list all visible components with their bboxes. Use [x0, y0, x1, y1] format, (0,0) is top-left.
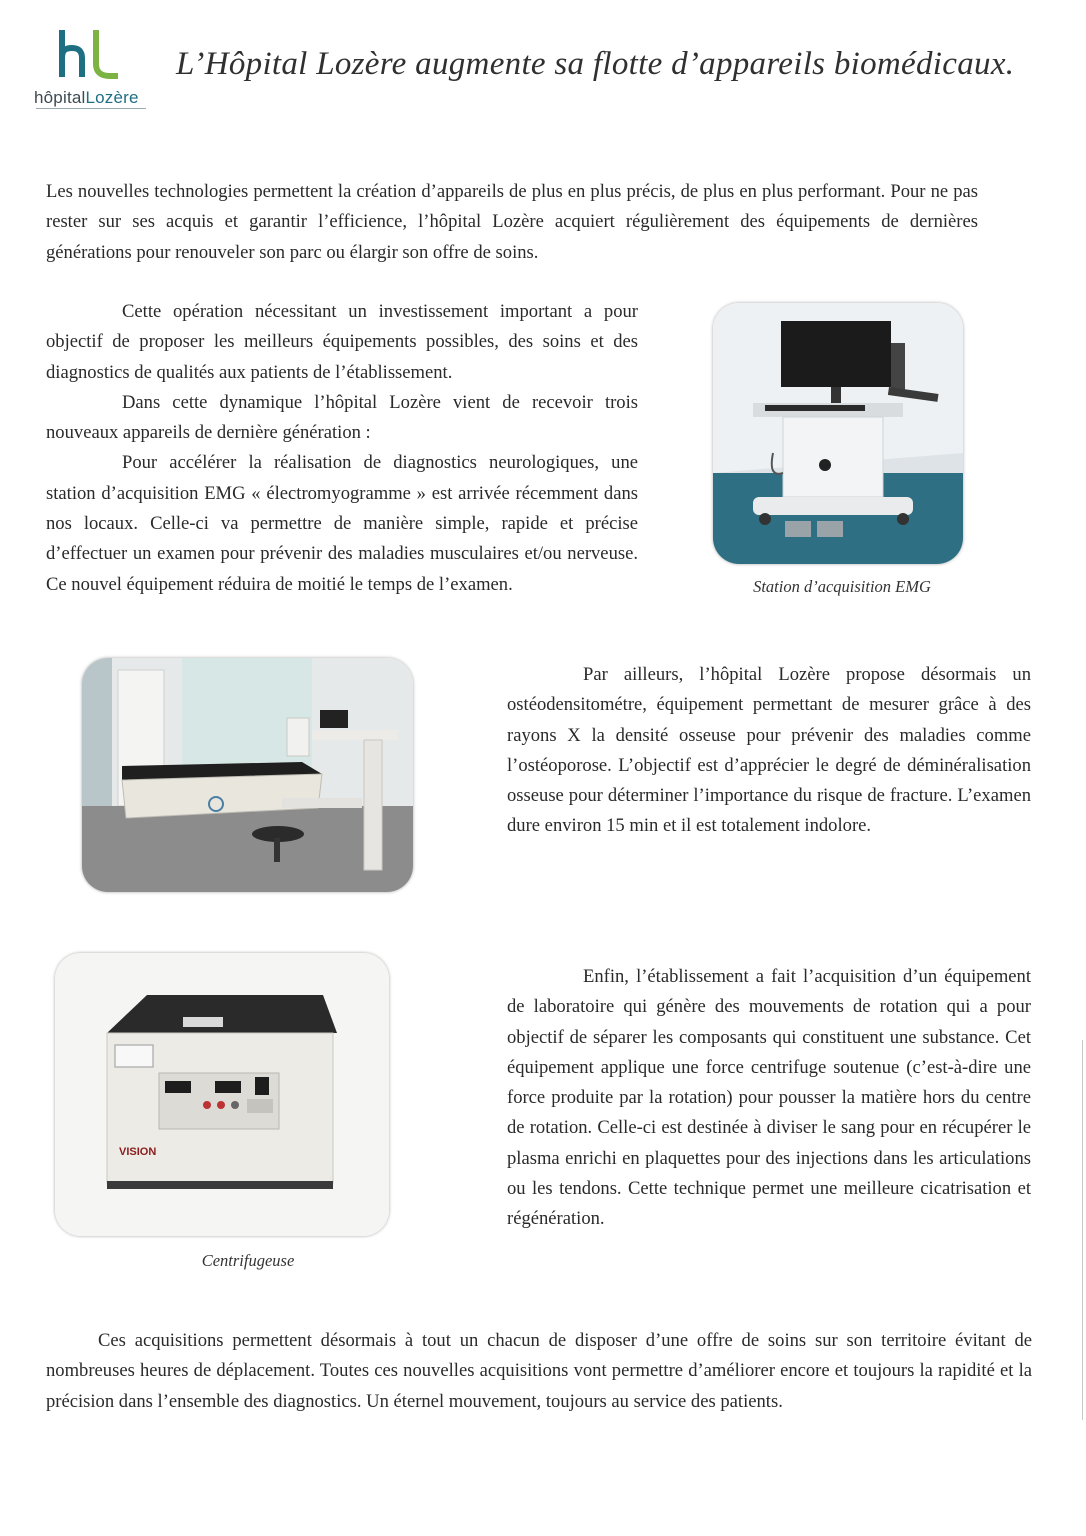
- centrifuge-brand-label: VISION: [119, 1146, 157, 1158]
- investment-paragraph: Cette opération nécessitant un investissement important a pour objectif de proposer les meilleurs équipements possibles, des soins et des diagnostics de qualités aux patients de l’établissement.: [46, 301, 638, 383]
- osteodensitometer-paragraph: Par ailleurs, l’hôpital Lozère propose désormais un ostéodensitométre, équipement permettant de mesurer grâce à des rayons X la densité osseuse pour prévenir des maladies comme l’ostéoporose. L’objectif est d’apprécier le degré de déminéralisation osseuse pour déterminer l’importance du risque de fracture. L’examen dure environ 15 min et il est totalement indolore.: [507, 664, 1031, 837]
- logo-wordmark: [34, 88, 139, 108]
- dynamic-paragraph: Dans cette dynamique l’hôpital Lozère vient de recevoir trois nouveaux appareils de dernière génération :: [46, 391, 638, 444]
- conclusion-paragraph: Ces acquisitions permettent désormais à tout un chacun de disposer d’une offre de soins sur son territoire évitant de nombreuses heures de déplacement. Toutes ces nouvelles acquisitions vont permettre d’améliorer encore et toujours la rapidité et la précision dans l’ensemble des diagnostics. Un éternel mouvement, toujours au service des patients.: [46, 1330, 1032, 1412]
- emg-paragraph: Pour accélérer la réalisation de diagnostics neurologiques, une station d’acquisition EMG « électromyogramme » est arrivée récemment dans nos locaux. Celle-ci va permettre de manière simple, rapide et précise d’effectuer un examen pour prévenir des maladies musculaires et/ou nerveuse. Ce nouvel équipement réduira de moitié le temps de l’examen.: [46, 452, 638, 595]
- centrifuge-paragraph: Enfin, l’établissement a fait l’acquisition d’un équipement de laboratoire qui génère des mouvements de rotation qui a pour objectif de séparer les composants qui constituent une substance. Cet équipement applique une force centrifuge soutenue (c’est-à-dire une force produite par la rotation) pour pousser la matière hors du centre de rotation. Celle-ci est destinée à diviser le sang pour en récupérer le plasma enrichi en plaquettes pour des injections dans les articulations ou les tendons. Cette technique permet une meilleure cicatrisation et régénération.: [507, 966, 1031, 1230]
- emg-photo-caption: Station d’acquisition EMG: [753, 577, 931, 596]
- osteodensitometer-photo: [82, 658, 413, 892]
- page-title: L’Hôpital Lozère augmente sa flotte d’appareils biomédicaux.: [176, 46, 1015, 82]
- intro-paragraph: Les nouvelles technologies permettent la création d’appareils de plus en plus précis, de plus en plus performant. Pour ne pas rester sur ses acquis et garantir l’efficience, l’hôpital Lozère acquiert régulièrement des équipements de dernières générations pour renouveler son parc ou élargir son offre de soins.: [46, 181, 978, 263]
- scan-edge-line: [1082, 1040, 1083, 1420]
- emg-text-block: [46, 297, 638, 600]
- centrifuge-photo: [55, 953, 389, 1236]
- logo-wordmark-hopital: hôpital: [34, 88, 86, 107]
- centrifuge-photo-caption: Centrifugeuse: [201, 1251, 295, 1270]
- logo-wordmark-lozere: Lozère: [85, 88, 139, 107]
- emg-station-photo: [713, 303, 963, 564]
- logo-underline: [36, 108, 146, 109]
- hopital-lozere-logo-mark: [58, 30, 118, 82]
